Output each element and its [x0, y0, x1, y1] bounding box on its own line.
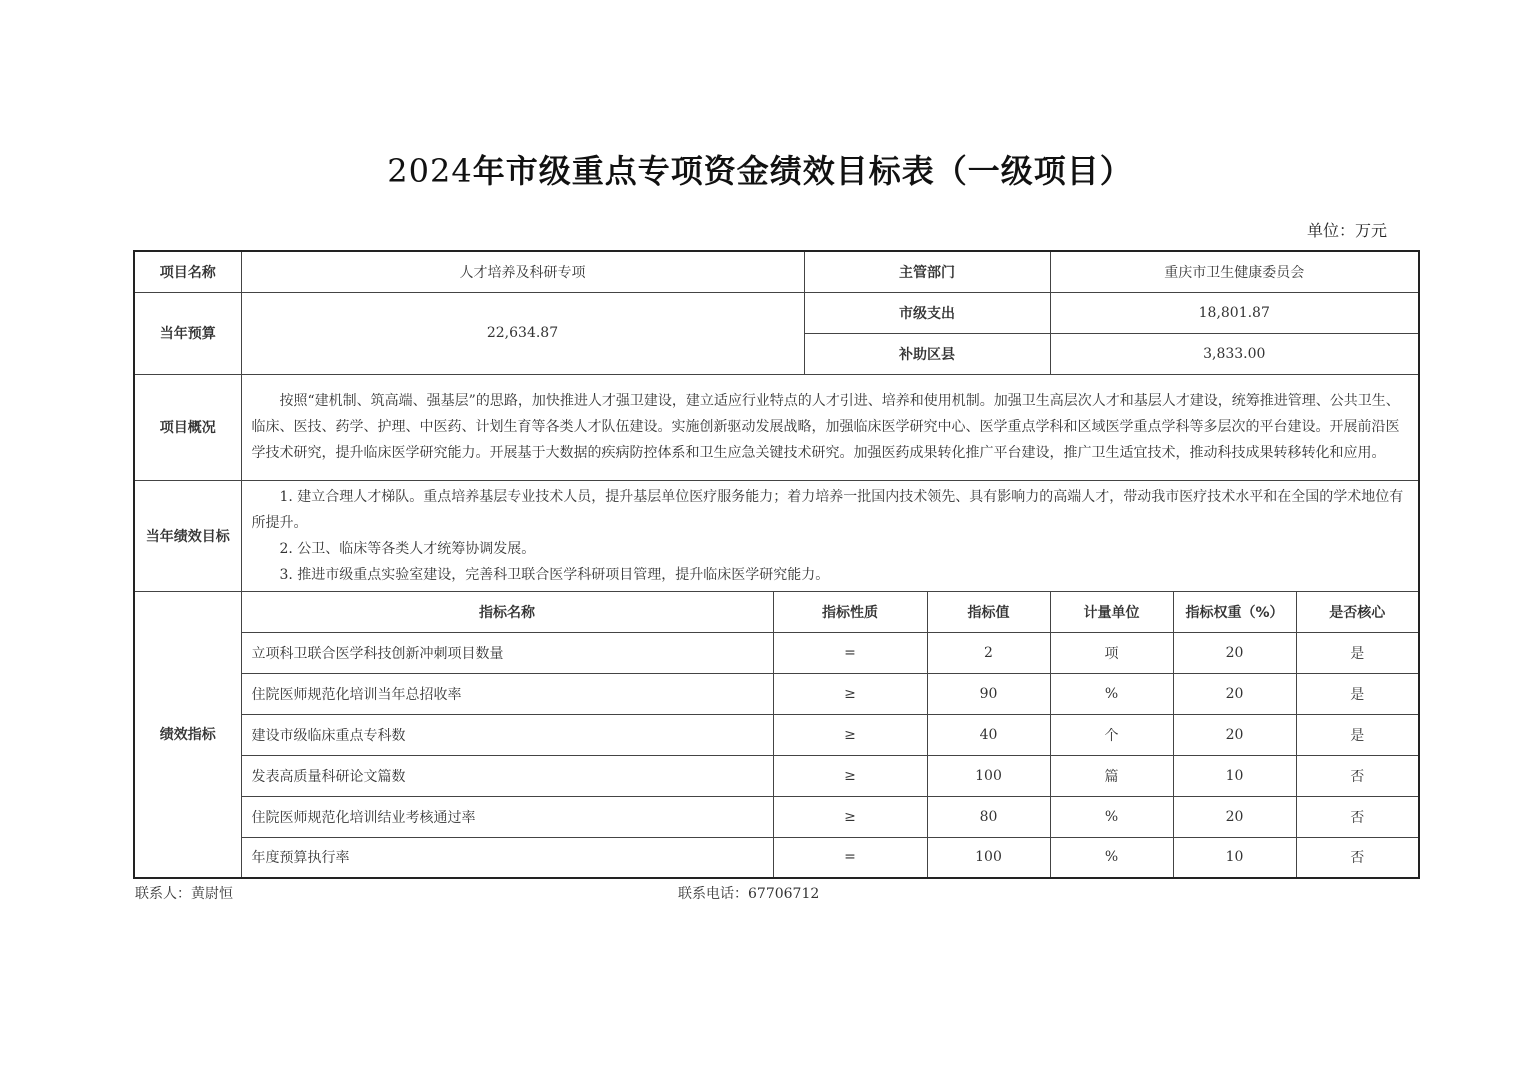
indicator-value: 90 [927, 673, 1050, 714]
col-header-indicator-name: 指标名称 [241, 591, 773, 632]
goal-item: 1. 建立合理人才梯队。重点培养基层专业技术人员，提升基层单位医疗服务能力；着力培养一批国内技术领先、具有影响力的高端人才，带动我市医疗技术水平和在全国的学术地位有所提升。 [251, 488, 1404, 531]
indicator-nature: = [773, 837, 927, 878]
indicator-weight: 20 [1173, 796, 1296, 837]
indicator-name: 住院医师规范化培训结业考核通过率 [241, 796, 773, 837]
indicator-weight: 10 [1173, 755, 1296, 796]
indicator-unit: 篇 [1050, 755, 1173, 796]
title-text: 年市级重点专项资金绩效目标表（一级项目） [472, 152, 1133, 190]
city-expense-value: 18,801.87 [1050, 292, 1419, 333]
indicator-core: 否 [1296, 796, 1419, 837]
city-expense-row [134, 292, 1419, 333]
indicator-weight: 20 [1173, 632, 1296, 673]
indicator-name: 住院医师规范化培训当年总招收率 [241, 673, 773, 714]
annual-budget-value: 22,634.87 [241, 292, 804, 374]
overview-row [134, 374, 1419, 480]
indicator-value: 2 [927, 632, 1050, 673]
annual-goals-text [241, 480, 1419, 591]
indicator-nature: ≥ [773, 796, 927, 837]
annual-goals-label: 当年绩效目标 [134, 480, 241, 591]
indicator-header-row [134, 591, 1419, 632]
indicator-weight: 20 [1173, 673, 1296, 714]
indicator-nature: ≥ [773, 673, 927, 714]
indicator-value: 80 [927, 796, 1050, 837]
department-label: 主管部门 [804, 251, 1050, 292]
district-subsidy-value: 3,833.00 [1050, 333, 1419, 374]
indicator-value: 40 [927, 714, 1050, 755]
indicator-core: 否 [1296, 837, 1419, 878]
indicator-core: 是 [1296, 632, 1419, 673]
project-overview-paragraph: 按照“建机制、筑高端、强基层”的思路，加快推进人才强卫建设，建立适应行业特点的人才引进、培养和使用机制。加强卫生高层次人才和基层人才建设，统筹推进管理、公共卫生、临床、医技、药学、护理、中医药、计划生育等各类人才队伍建设。实施创新驱动发展战略，加强临床医学研究中心、医学重点学科和区域医学重点学科等多层次的平台建设。开展前沿医学技术研究，提升临床医学研究能力。开展基于大数据的疾病防控体系和卫生应急关键技术研究。加强医药成果转化推广平台建设，推广卫生适宜技术，推动科技成果转移转化和应用。 [251, 393, 1400, 461]
contact-phone: 联系电话：67706712 [678, 886, 820, 902]
indicator-weight: 10 [1173, 837, 1296, 878]
annual-budget-label: 当年预算 [134, 292, 241, 374]
city-expense-label: 市级支出 [804, 292, 1050, 333]
indicator-name: 发表高质量科研论文篇数 [241, 755, 773, 796]
col-header-nature: 指标性质 [773, 591, 927, 632]
department-value: 重庆市卫生健康委员会 [1050, 251, 1419, 292]
col-header-unit: 计量单位 [1050, 591, 1173, 632]
project-name-label: 项目名称 [134, 251, 241, 292]
indicator-unit: 项 [1050, 632, 1173, 673]
indicator-name: 年度预算执行率 [241, 837, 773, 878]
project-name-row [134, 251, 1419, 292]
indicator-weight: 20 [1173, 714, 1296, 755]
indicator-value: 100 [927, 755, 1050, 796]
indicator-unit: % [1050, 673, 1173, 714]
indicator-core: 否 [1296, 755, 1419, 796]
page-title [0, 146, 1520, 192]
col-header-weight: 指标权重（%） [1173, 591, 1296, 632]
table-row [134, 755, 1419, 796]
table-row [134, 632, 1419, 673]
project-overview-label: 项目概况 [134, 374, 241, 480]
col-header-value: 指标值 [927, 591, 1050, 632]
title-year: 2024 [387, 152, 473, 190]
district-subsidy-label: 补助区县 [804, 333, 1050, 374]
goal-item: 2. 公卫、临床等各类人才统筹协调发展。 [279, 540, 536, 557]
indicator-value: 100 [927, 837, 1050, 878]
indicators-label: 绩效指标 [134, 591, 241, 878]
project-name-value: 人才培养及科研专项 [241, 251, 804, 292]
indicator-core: 是 [1296, 714, 1419, 755]
indicator-name: 建设市级临床重点专科数 [241, 714, 773, 755]
table-row [134, 796, 1419, 837]
table-row [134, 837, 1419, 878]
indicator-unit: 个 [1050, 714, 1173, 755]
table-row [134, 673, 1419, 714]
project-overview-text [241, 374, 1419, 480]
indicator-unit: % [1050, 837, 1173, 878]
indicator-nature: ≥ [773, 714, 927, 755]
goal-item: 3. 推进市级重点实验室建设，完善科卫联合医学科研项目管理，提升临床医学研究能力。 [279, 566, 830, 583]
contact-person: 联系人：黄尉恒 [135, 886, 233, 902]
indicator-unit: % [1050, 796, 1173, 837]
goals-row [134, 480, 1419, 591]
indicator-core: 是 [1296, 673, 1419, 714]
col-header-core: 是否核心 [1296, 591, 1419, 632]
table-row [134, 714, 1419, 755]
performance-table [133, 250, 1420, 879]
unit-label: 单位：万元 [1306, 221, 1387, 240]
indicator-nature: = [773, 632, 927, 673]
indicator-name: 立项科卫联合医学科技创新冲刺项目数量 [241, 632, 773, 673]
indicator-nature: ≥ [773, 755, 927, 796]
